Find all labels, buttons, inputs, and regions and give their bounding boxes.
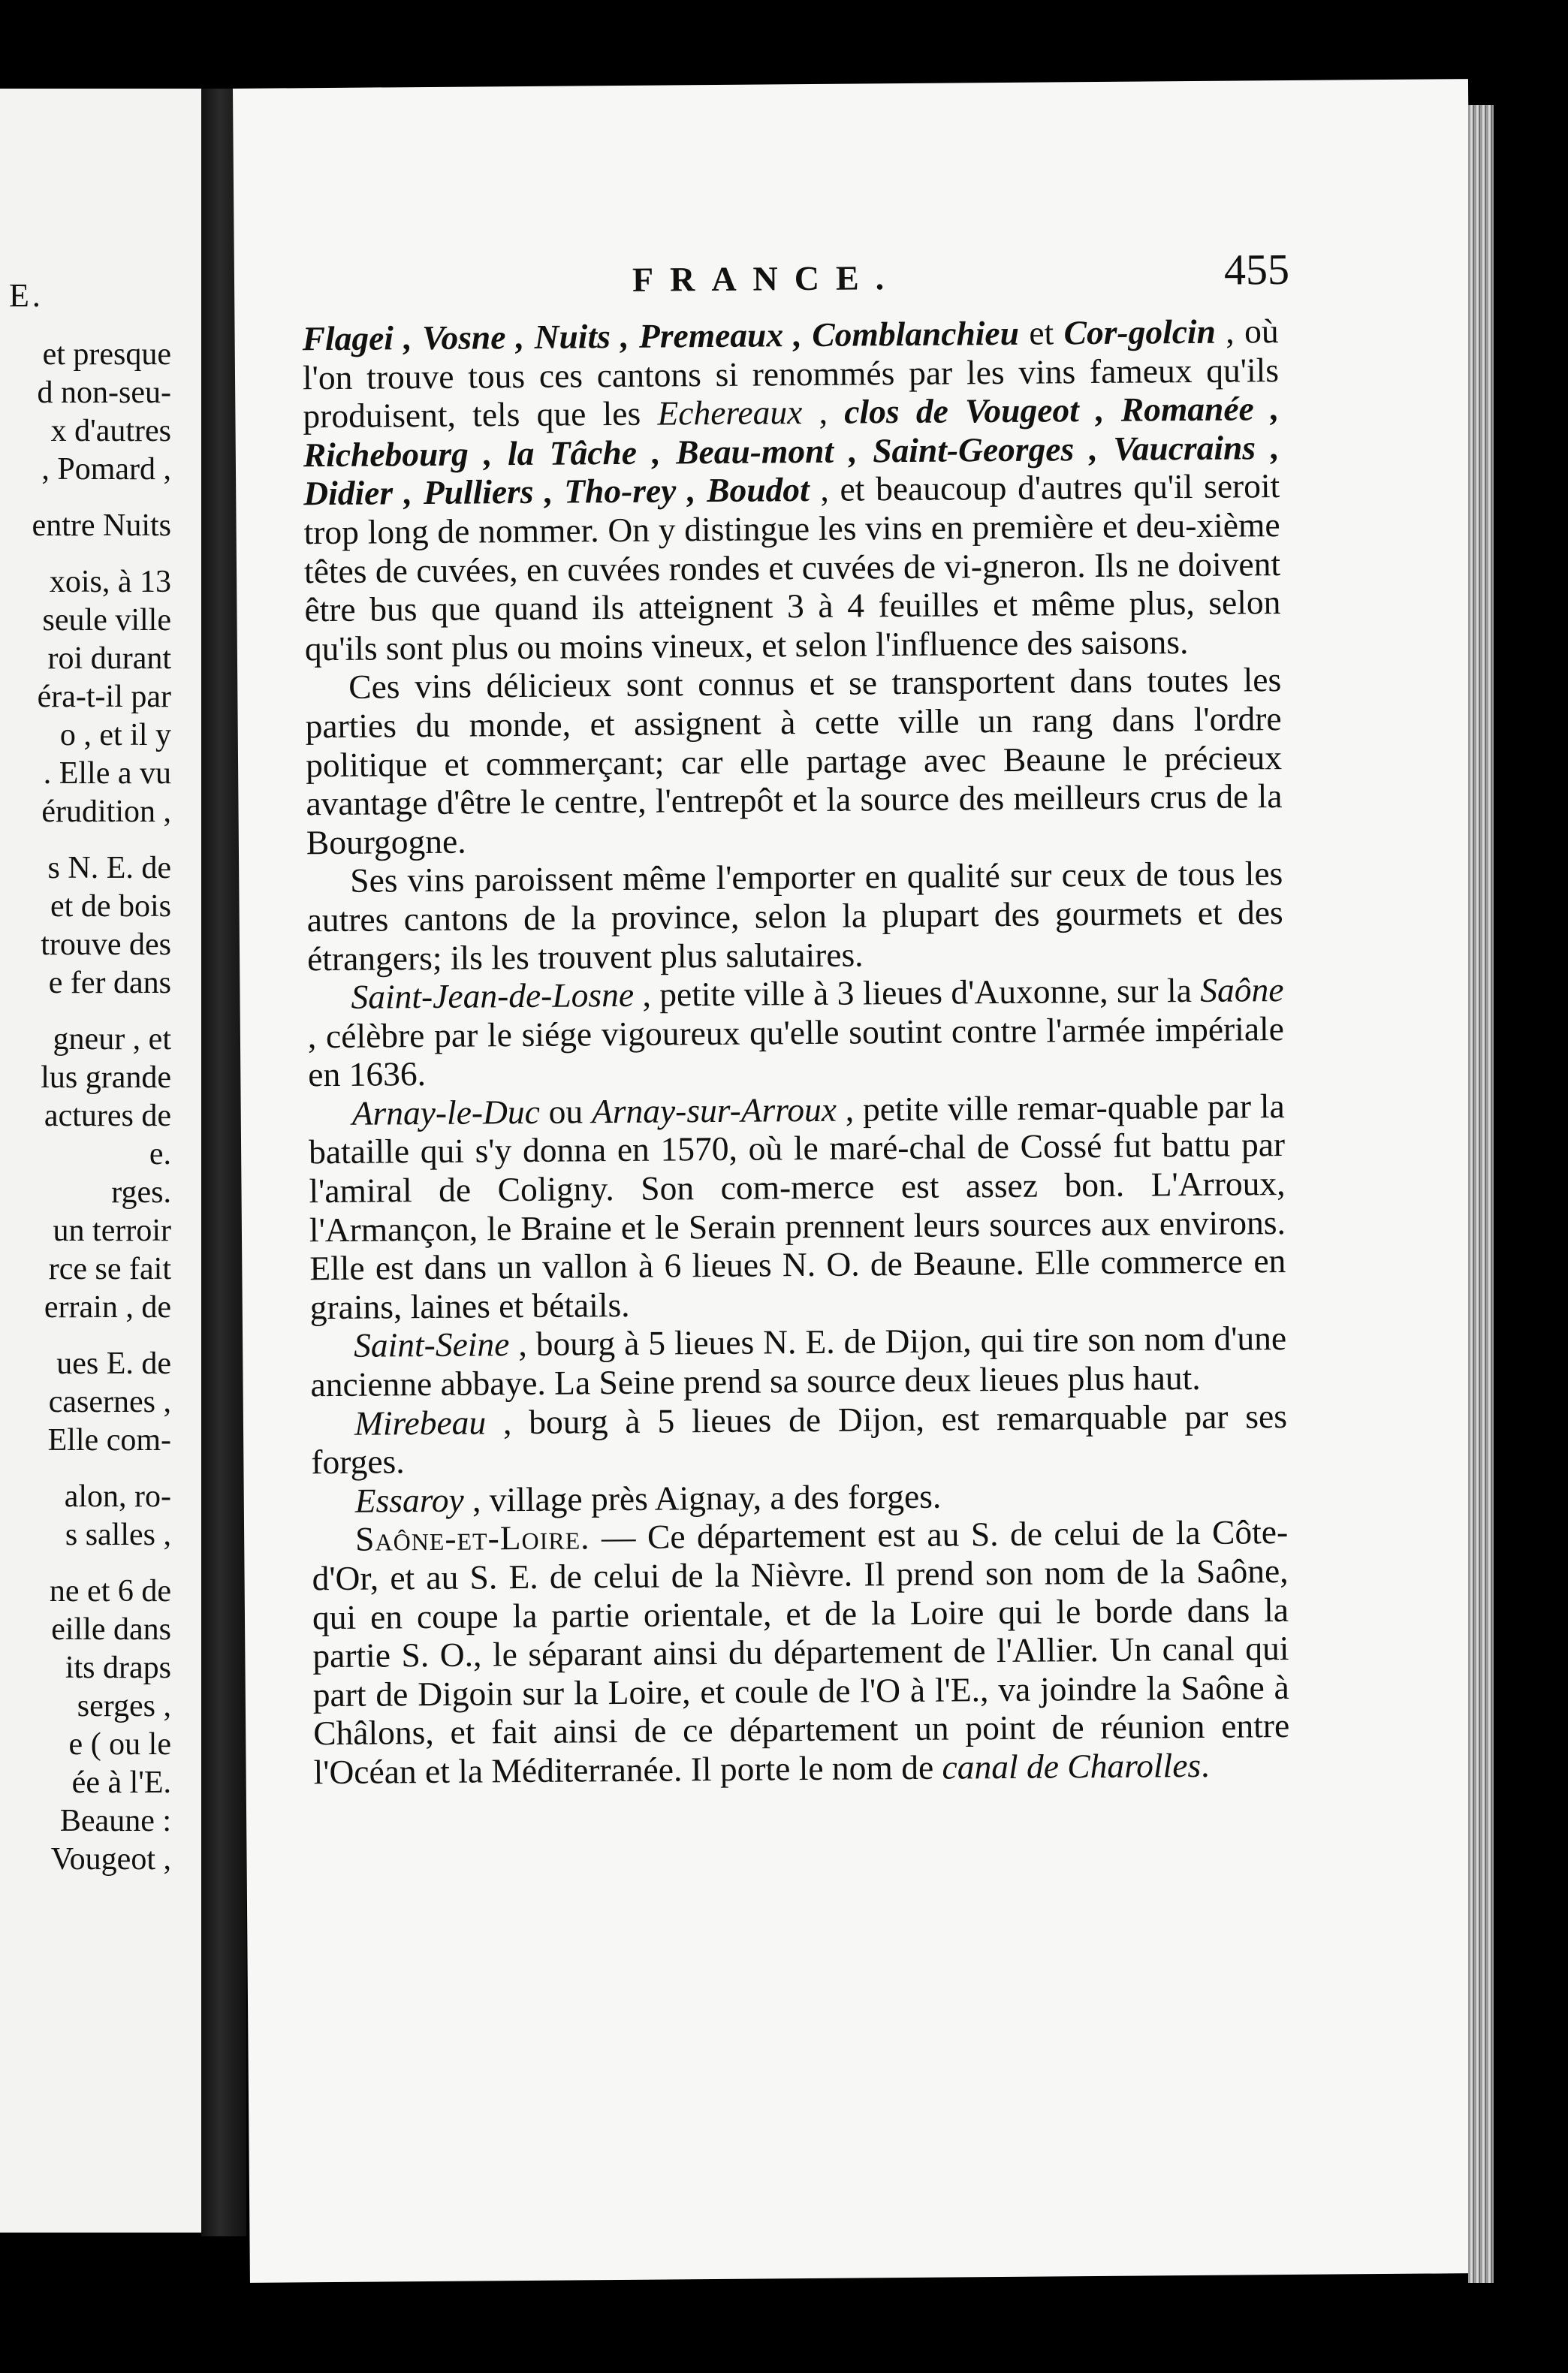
previous-page-line: ée à l'E. [71, 1765, 171, 1800]
previous-page-line: casernes , [48, 1385, 171, 1419]
page-number: 455 [1223, 244, 1290, 294]
text-span: et [1018, 313, 1064, 352]
paragraph [312, 1512, 1290, 1791]
previous-page-line: . Elle a vu [43, 756, 171, 791]
previous-page-line: d non-seu- [37, 375, 171, 410]
previous-page-line: , Pomard , [41, 452, 171, 487]
previous-page-line: érudition , [41, 795, 171, 829]
previous-page-line: roi durant [47, 641, 171, 676]
text-span: Arnay-le-Duc [351, 1092, 541, 1132]
previous-page-line: gneur , et [53, 1022, 171, 1057]
paragraph [305, 660, 1283, 861]
text-span: Saint-Seine [353, 1325, 510, 1365]
text-span: , [802, 392, 845, 432]
previous-page-line: ues E. de [56, 1346, 171, 1381]
text-span: , village près Aignay, a des forges. [463, 1476, 942, 1519]
text-span: Essaroy [354, 1480, 464, 1520]
previous-page-line: actures de [44, 1099, 171, 1133]
text-span: Arnay-sur-Arroux [591, 1090, 837, 1131]
text-span: clos de Vougeot , Romanée , Richebourg , la Tâche , Beau-mont , Saint-Georges , Vaucrains , Didier , Pulliers , Tho-rey , Boudot [303, 389, 1280, 513]
running-head [234, 244, 1470, 299]
page-edges [1468, 105, 1494, 2283]
paragraph [306, 854, 1283, 978]
previous-page-line: et de bois [50, 889, 171, 924]
text-span: Mirebeau [354, 1403, 487, 1443]
paragraph [307, 970, 1284, 1094]
text-span: , où l'on trouve tous ces cantons si renommés par les vins fameux qu'ils produisent, tels que les [302, 312, 1280, 436]
text-span: Saône [1200, 970, 1284, 1010]
previous-page-line: Vougeot , [50, 1842, 171, 1877]
running-title: FRANCE. [632, 258, 901, 299]
text-span: , petite ville remar-quable par la bataille qui s'y donna en 1570, où le maré-chal de Cossé fut battu par l'amiral de Coligny. Son com-merce est assez bon. L'Arroux, l'Armançon, le Braine et le Serain prennent leurs sources aux environs. Elle est dans un vallon à 6 lieues N. O. de Beaune. Elle commerce en grains, laines et bétails. [308, 1086, 1286, 1327]
previous-page-line: lus grande [41, 1060, 171, 1095]
previous-page-line: s salles , [65, 1518, 171, 1552]
previous-page-line: entre Nuits [32, 508, 171, 543]
text-span: canal de Charolles [942, 1745, 1202, 1787]
text-span: ou [539, 1092, 593, 1131]
previous-page-line: rce se fait [48, 1252, 171, 1286]
previous-page-line: Beaune : [59, 1804, 171, 1838]
previous-page-running-head: E. [9, 277, 44, 314]
text-span: Echereaux [657, 393, 803, 433]
text-span: Ces vins délicieux sont connus et se transportent dans toutes les parties du monde, et assignent à cette ville un rang dans l'ordre politique et commerçant; car elle partage avec Beaune le précieux avantage d'être le centre, l'entrepôt et la source des meilleurs crus de la Bourgogne. [305, 660, 1283, 861]
previous-page-line: alon, ro- [64, 1479, 171, 1514]
previous-page-line: Elle com- [47, 1423, 171, 1458]
text-span: , bourg à 5 lieues N. E. de Dijon, qui tire son nom d'une ancienne abbaye. La Seine prend sa source deux lieues plus haut. [310, 1319, 1287, 1404]
previous-page-line: xois, à 13 [49, 565, 171, 599]
text-span: — Ce département est au S. de celui de la Côte-d'Or, et au S. E. de celui de la Nièvre. Il prend son nom de la Saône, qui en coupe la partie orientale, et de la Loire qui le borde dans la partie S. O., le séparant ainsi du département de l'Allier. Un canal qui part de Digoin sur la Loire, et coule de l'O à l'E., va joindre la Saône à Châlons, et fait ainsi de ce département un point de réunion entre l'Océan et la Méditerranée. Il porte le nom de [312, 1512, 1290, 1792]
previous-page-line: éra-t-il par [37, 680, 171, 714]
paragraph [311, 1397, 1288, 1482]
paragraph [310, 1319, 1287, 1404]
previous-page [0, 89, 201, 2233]
paragraph [309, 1087, 1286, 1327]
previous-page-line: e ( ou le [68, 1727, 171, 1762]
main-page [233, 79, 1485, 2283]
previous-page-line: trouve des [41, 927, 171, 962]
previous-page-line: e fer dans [48, 966, 171, 1000]
previous-page-line: its draps [65, 1651, 171, 1685]
previous-page-line: rges. [111, 1175, 171, 1210]
text-span: Saône-et-Loire. [354, 1518, 590, 1559]
previous-page-line: errain , de [44, 1290, 171, 1325]
previous-page-line: serges , [77, 1689, 171, 1723]
previous-page-line: x d'autres [50, 414, 171, 448]
text-span: , célèbre par le siége vigoureux qu'elle soutint contre l'armée impériale en 1636. [307, 1009, 1285, 1094]
previous-page-line: un terroir [53, 1214, 171, 1248]
previous-page-line: s N. E. de [47, 851, 171, 885]
text-span: , bourg à 5 lieues de Dijon, est remarquable par ses forges. [311, 1396, 1288, 1482]
text-span: Flagei , Vosne , Nuits , Premeaux , Comblanchieu [302, 313, 1020, 358]
text-span: . [1200, 1745, 1210, 1784]
previous-page-line: et presque [42, 337, 171, 372]
text-span: Cor-golcin [1063, 312, 1217, 352]
previous-page-line: e. [149, 1137, 171, 1171]
text-span: , petite ville à 3 lieues d'Auxonne, sur la [633, 971, 1201, 1014]
previous-page-line: o , et il y [59, 718, 171, 752]
previous-page-line: ne et 6 de [49, 1574, 171, 1609]
body-text [302, 312, 1289, 1792]
text-span: , et beaucoup d'autres qu'il seroit trop long de nommer. On y distingue les vins en première et deu-xième têtes de cuvées, en cuvées rondes et cuvées de vi-gneron. Ils ne doivent être bus que quand ils atteignent 3 à 4 feuilles et même plus, selon qu'ils sont plus ou moins vineux, et selon l'influence des saisons. [303, 466, 1281, 668]
text-span: Saint-Jean-de-Losne [351, 975, 635, 1016]
text-span: Ses vins paroissent même l'emporter en qualité sur ceux de tous les autres cantons de la province, selon la plupart des gourmets et des étrangers; ils les trouvent plus salutaires. [306, 854, 1283, 978]
paragraph [302, 312, 1281, 668]
previous-page-line: seule ville [42, 603, 171, 638]
previous-page-line: eille dans [51, 1612, 171, 1647]
